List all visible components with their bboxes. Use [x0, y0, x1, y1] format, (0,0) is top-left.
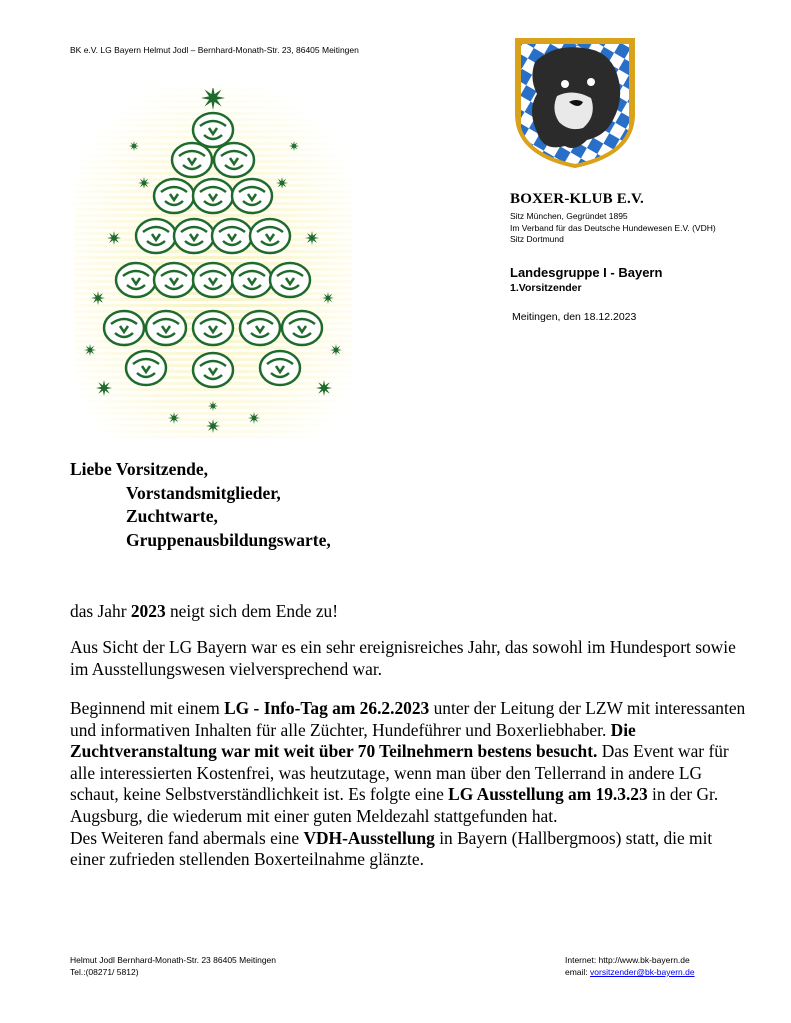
star-ornament [168, 412, 180, 424]
footer-website: Internet: http://www.bk-bayern.de [565, 955, 690, 965]
boxer-head-ornament [116, 263, 156, 297]
boxer-klub-crest [513, 36, 637, 170]
club-founding: Sitz München, Gegründet 1895 [510, 211, 628, 221]
boxer-head-ornament [146, 311, 186, 345]
club-association: Im Verband für das Deutsche Hundewesen E.V. (VDH) [510, 222, 716, 233]
text: Beginnend mit einem [70, 698, 225, 718]
regional-group-name: Landesgruppe I - Bayern [510, 265, 663, 280]
boxer-head-ornament [154, 179, 194, 213]
salutation [70, 458, 331, 552]
boxer-head-ornament [260, 351, 300, 385]
boxer-head-ornament [212, 219, 252, 253]
star-ornament [107, 231, 121, 245]
salutation-line: Vorstandsmitglieder, [126, 482, 281, 503]
event-participants: Die Zuchtveranstaltung war mit weit über 70 Teilnehmern bestens besucht. [70, 719, 636, 762]
boxer-head-ornament [240, 311, 280, 345]
salutation-line: Liebe Vorsitzende, [70, 459, 209, 479]
boxer-head-ornament [172, 143, 212, 177]
boxer-head-ornament [270, 263, 310, 297]
paragraph-events [70, 698, 750, 871]
boxer-head-ornament [154, 263, 194, 297]
star-ornament [206, 419, 220, 433]
star-ornament [289, 141, 299, 151]
boxer-head-ornament [193, 263, 233, 297]
boxer-head-ornament [193, 353, 233, 387]
footer-email-line [565, 966, 695, 978]
event-lg-show: LG Ausstellung am 19.3.23 [448, 784, 648, 805]
text: Das Event war für alle interessierten Kostenfrei, was heutzutage, wenn man über den Tellerrand in andere LG schaut, keine Selbstverständlichkeit ist. Es folgte eine [70, 741, 729, 805]
club-name: BOXER-KLUB E.V. [510, 191, 645, 207]
star-ornament [96, 380, 112, 396]
boxer-head-ornament [232, 263, 272, 297]
star-ornament [138, 177, 150, 189]
star-ornament [208, 401, 218, 411]
letter-date: Meitingen, den 18.12.2023 [512, 311, 637, 323]
star-ornament [305, 231, 319, 245]
boxer-head-ornament [126, 351, 166, 385]
club-seat: Sitz Dortmund [510, 234, 564, 244]
star-ornament [129, 141, 139, 151]
christmas-tree-illustration [74, 88, 352, 438]
footer-email-label: email: [565, 967, 591, 977]
text: in der Gr. Augsburg, die wiederum mit einer guten Meldezahl stattgefunden hat. [70, 784, 719, 826]
salutation-line: Zuchtwarte, [126, 506, 218, 526]
sender-role: 1.Vorsitzender [510, 282, 582, 294]
boxer-head-ornament [232, 179, 272, 213]
text: Des Weiteren fand abermals eine [70, 827, 304, 848]
text: unter der Leitung der LZW mit interessanten und informativen Inhalten für alle Züchter, Hundeführer und Boxerliebhaber. [70, 698, 746, 740]
boxer-head-ornament [136, 219, 176, 253]
event-vdh-show: VDH-Ausstellung [303, 827, 435, 848]
footer-address [70, 954, 276, 978]
boxer-head-ornament [193, 179, 233, 213]
text: in Bayern (Hallbergmoos) statt, die mit einer zufrieden stellenden Boxerteilnahme glänzte. [70, 827, 713, 870]
footer-contact [565, 954, 695, 978]
paragraph-review: Aus Sicht der LG Bayern war es ein sehr ereignisreiches Jahr, das sowohl im Hundesport sowie im Ausstellungswesen vielversprechend war. [70, 637, 736, 679]
email-link[interactable]: vorsitzender@bk-bayern.de [590, 967, 695, 977]
year-emphasis: 2023 [130, 601, 166, 621]
boxer-head-ornament [214, 143, 254, 177]
sender-address-line: BK e.V. LG Bayern Helmut Jodl – Bernhard-Monath-Str. 23, 86405 Meitingen [70, 45, 359, 55]
boxer-head-ornament [104, 311, 144, 345]
club-details [510, 211, 716, 246]
paragraph-year-end [70, 601, 750, 623]
text: das Jahr [70, 601, 131, 621]
star-ornament [316, 380, 332, 396]
boxer-head-ornament [282, 311, 322, 345]
boxer-head-ornament [193, 113, 233, 147]
text: neigt sich dem Ende zu! [165, 601, 339, 621]
boxer-head-ornament [250, 219, 290, 253]
boxer-head-ornament [174, 219, 214, 253]
boxer-head-ornament [193, 311, 233, 345]
salutation-line: Gruppenausbildungswarte, [126, 529, 331, 550]
footer-street: Helmut Jodl Bernhard-Monath-Str. 23 86405 Meitingen [70, 955, 277, 965]
star-ornament [330, 344, 342, 356]
footer-phone: Tel.:(08271/ 5812) [70, 967, 139, 977]
event-info-day: LG - Info-Tag am 26.2.2023 [224, 698, 430, 718]
